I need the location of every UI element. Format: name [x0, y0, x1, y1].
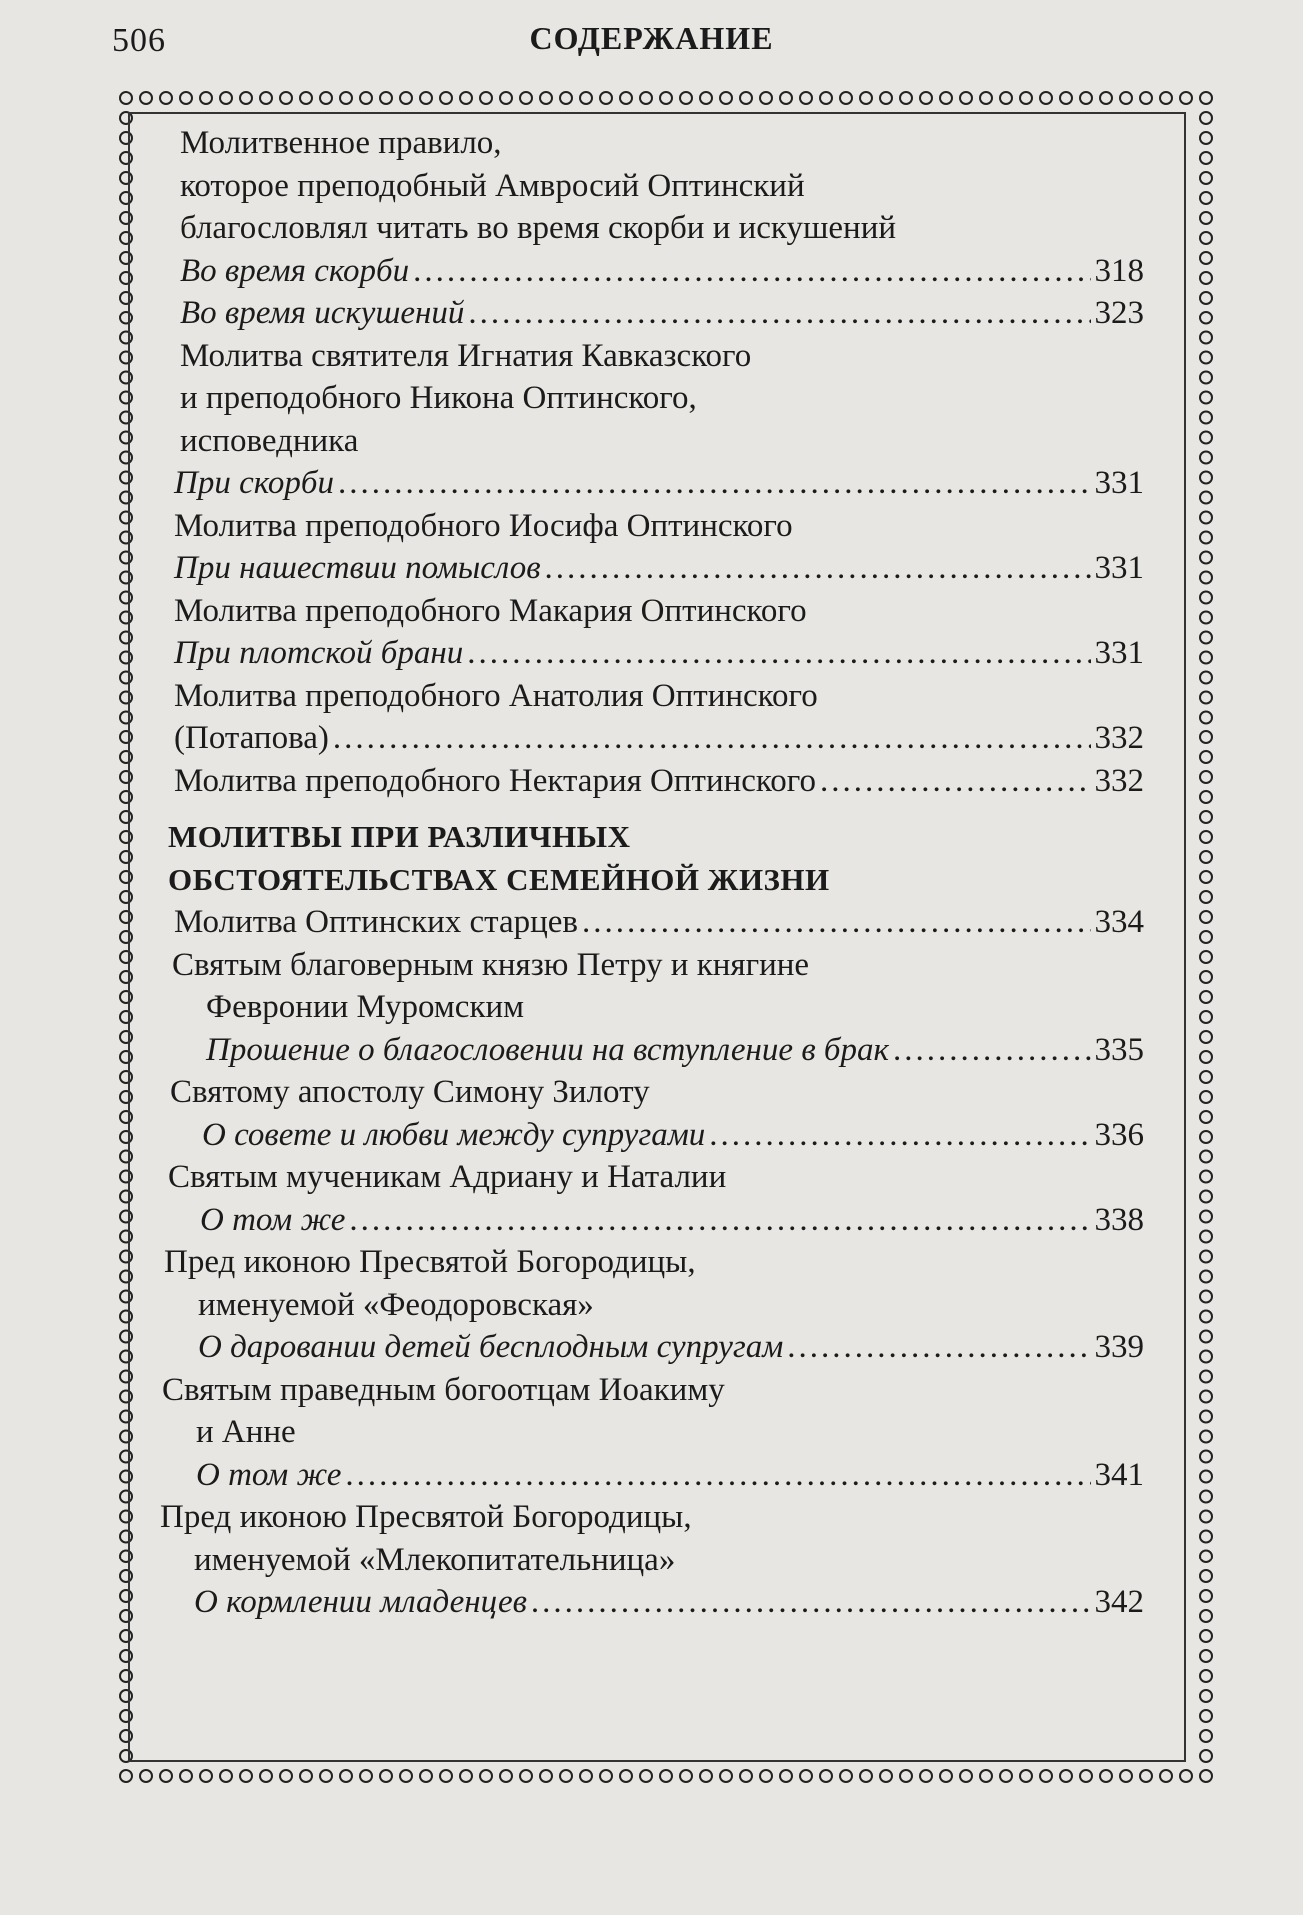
toc-entry-title: Пред иконою Пресвятой Богородицы,	[160, 1499, 692, 1535]
toc-entry	[160, 1411, 1144, 1454]
toc-page-number: 332	[1094, 762, 1144, 799]
toc-page-number: 332	[1094, 720, 1144, 756]
toc-entry-title: именуемой «Феодоровская»	[198, 1286, 594, 1323]
toc-page-number: 338	[1094, 1201, 1144, 1238]
toc-entry-title: О том же	[196, 1456, 342, 1493]
toc-entry-title: (Потапова)	[174, 720, 329, 756]
section-heading-line: ОБСТОЯТЕЛЬСТВАХ СЕМЕЙНОЙ ЖИЗНИ	[168, 861, 830, 897]
leader-dots	[531, 1581, 1091, 1624]
toc-entry	[160, 1071, 1144, 1114]
toc-entry	[160, 632, 1144, 675]
toc-entry	[160, 1326, 1144, 1369]
toc-entry	[160, 901, 1144, 944]
toc-page-number: 331	[1094, 550, 1144, 586]
toc-page-number: 331	[1094, 465, 1144, 501]
toc-entry-title: и преподобного Никона Оптинского,	[180, 380, 697, 416]
toc-entry	[160, 1454, 1144, 1497]
leader-dots	[467, 632, 1090, 675]
toc-entry-title: О даровании детей бесплодным супругам	[198, 1329, 784, 1365]
toc-entry-title: Прошение о благословении на вступление в брак	[206, 1031, 889, 1068]
toc-entry	[160, 122, 1144, 165]
toc-entry	[160, 986, 1144, 1029]
leader-dots	[345, 1454, 1090, 1497]
toc-entry	[160, 717, 1144, 760]
toc-entry	[160, 1241, 1144, 1284]
toc-entry	[160, 1496, 1144, 1539]
toc-page-number: 341	[1094, 1456, 1144, 1493]
toc-entry	[160, 420, 1144, 463]
toc-entry	[160, 505, 1144, 548]
toc-entry	[160, 165, 1144, 208]
toc-entry-title: Молитва преподобного Нектария Оптинского	[174, 762, 816, 799]
toc-entry-title: При нашествии помыслов	[174, 550, 541, 586]
toc-entry-title: Святому апостолу Симону Зилоту	[170, 1074, 650, 1110]
toc-entry-title: Во время скорби	[180, 252, 410, 289]
section-heading	[160, 816, 1144, 859]
toc-entry-title: Молитва святителя Игнатия Кавказского	[180, 337, 752, 374]
toc-entry	[160, 675, 1144, 718]
toc-entry	[160, 1156, 1144, 1199]
toc-entry	[160, 292, 1144, 335]
toc-page-number: 323	[1094, 295, 1144, 331]
toc-entry	[160, 760, 1144, 803]
toc-entry	[160, 1029, 1144, 1072]
toc-entry	[160, 1199, 1144, 1242]
toc-entry-title: При плотской брани	[174, 635, 464, 671]
toc-entry-title: Святым праведным богоотцам Иоакиму	[162, 1371, 725, 1408]
toc-page-number: 334	[1094, 904, 1144, 940]
toc-entry-title: При скорби	[174, 465, 335, 501]
toc-entry-title: Пред иконою Пресвятой Богородицы,	[164, 1244, 696, 1280]
leader-dots	[349, 1199, 1090, 1242]
toc-page-number: 318	[1094, 252, 1144, 289]
toc-entry	[160, 462, 1144, 505]
toc-entry-title: О кормлении младенцев	[194, 1584, 527, 1620]
toc-entry-title: исповедника	[180, 422, 359, 459]
toc-entry-title: которое преподобный Амвросий Оптинский	[180, 167, 805, 204]
toc-entry	[160, 1581, 1144, 1624]
section-heading	[160, 859, 1144, 902]
toc-entry	[160, 207, 1144, 250]
toc-page-number: 342	[1094, 1584, 1144, 1620]
toc-entry-title: благословлял читать во время скорби и искушений	[180, 210, 897, 246]
toc-page-number: 335	[1094, 1031, 1144, 1068]
toc-entry-title: Молитвенное правило,	[180, 125, 502, 161]
toc-entry-title: Во время искушений	[180, 295, 465, 331]
toc-entry	[160, 1114, 1144, 1157]
leader-dots	[338, 462, 1090, 505]
toc-entry	[160, 547, 1144, 590]
toc-page-number: 336	[1094, 1116, 1144, 1153]
toc-entry-title: Святым мученикам Адриану и Наталии	[168, 1159, 727, 1195]
leader-dots	[545, 547, 1091, 590]
toc-entry-title: О совете и любви между супругами	[202, 1116, 706, 1153]
leader-dots	[468, 292, 1090, 335]
toc-entry	[160, 1539, 1144, 1582]
toc-entry-title: Февронии Муромским	[206, 989, 525, 1025]
toc-entry-title: О том же	[200, 1201, 346, 1238]
toc-entry-title: Молитва Оптинских старцев	[174, 904, 579, 940]
toc-entry-title: Молитва преподобного Анатолия Оптинского	[174, 677, 818, 714]
leader-dots	[820, 760, 1091, 803]
page-number: 506	[112, 22, 166, 59]
table-of-contents	[160, 122, 1144, 1624]
toc-entry	[160, 250, 1144, 293]
leader-dots	[709, 1114, 1090, 1157]
toc-entry	[160, 1369, 1144, 1412]
toc-entry-title: Молитва преподобного Иосифа Оптинского	[174, 507, 793, 544]
leader-dots	[787, 1326, 1090, 1369]
toc-page-number: 339	[1094, 1329, 1144, 1365]
leader-dots	[413, 250, 1090, 293]
toc-page-number: 331	[1094, 635, 1144, 671]
toc-entry	[160, 944, 1144, 987]
toc-entry-title: именуемой «Млекопитательница»	[194, 1541, 676, 1578]
toc-entry-title: и Анне	[196, 1414, 296, 1450]
toc-entry	[160, 590, 1144, 633]
toc-entry-title: Святым благоверным князю Петру и княгине	[172, 946, 810, 983]
toc-entry	[160, 1284, 1144, 1327]
section-heading-line: МОЛИТВЫ ПРИ РАЗЛИЧНЫХ	[168, 819, 631, 854]
leader-dots	[582, 901, 1090, 944]
leader-dots	[333, 717, 1091, 760]
toc-entry	[160, 335, 1144, 378]
toc-entry-title: Молитва преподобного Макария Оптинского	[174, 592, 807, 629]
leader-dots	[893, 1029, 1091, 1072]
toc-entry	[160, 377, 1144, 420]
running-title: СОДЕРЖАНИЕ	[529, 20, 774, 56]
